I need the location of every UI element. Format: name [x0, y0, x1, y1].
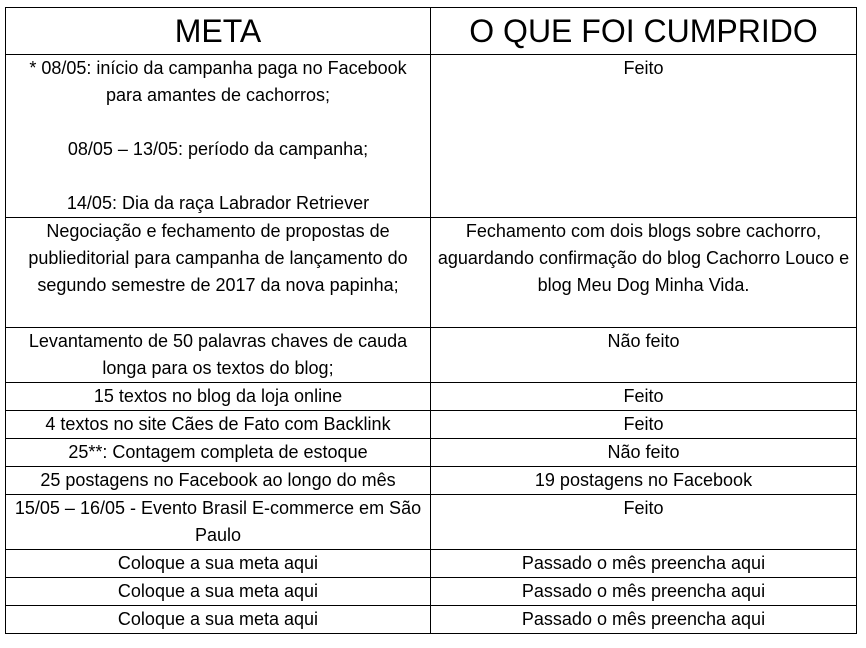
table-row — [6, 550, 857, 578]
meta-cell — [6, 328, 431, 383]
table-row — [6, 55, 857, 218]
meta-text: Coloque a sua meta aqui — [117, 609, 319, 629]
meta-cell — [6, 467, 431, 495]
table-row — [6, 578, 857, 606]
meta-text: Coloque a sua meta aqui — [117, 581, 319, 601]
goals-table — [5, 7, 857, 634]
cumprido-column-header: O QUE FOI CUMPRIDO — [431, 8, 857, 55]
cumprido-cell: Passado o mês preencha aqui — [431, 550, 857, 578]
cumprido-cell: Passado o mês preencha aqui — [431, 578, 857, 606]
table-row — [6, 495, 857, 550]
cumprido-cell: Feito — [431, 411, 857, 439]
cumprido-cell: Não feito — [431, 328, 857, 383]
meta-text: Coloque a sua meta aqui — [117, 553, 319, 573]
table-row — [6, 606, 857, 634]
meta-text: 25 postagens no Facebook ao longo do mês — [40, 470, 396, 490]
meta-text: 08/05 – 13/05: período da campanha; — [67, 139, 369, 159]
meta-text: 15 textos no blog da loja online — [93, 386, 343, 406]
table-row — [6, 383, 857, 411]
meta-cell — [6, 550, 431, 578]
table-row — [6, 411, 857, 439]
meta-text: 15/05 – 16/05 - Evento Brasil E-commerce em São Paulo — [14, 498, 422, 545]
header-row — [6, 8, 857, 55]
meta-cell — [6, 55, 431, 218]
meta-text: * 08/05: início da campanha paga no Facebook para amantes de cachorros; — [29, 58, 407, 105]
cumprido-cell: Passado o mês preencha aqui — [431, 606, 857, 634]
meta-cell — [6, 439, 431, 467]
cumprido-cell: Feito — [431, 383, 857, 411]
cumprido-cell: Não feito — [431, 439, 857, 467]
cumprido-cell: 19 postagens no Facebook — [431, 467, 857, 495]
table-row — [6, 328, 857, 383]
meta-text: Negociação e fechamento de propostas de publieditorial para campanha de lançamento do segundo semestre de 2017 da nova papinha; — [28, 221, 408, 295]
cumprido-cell: Feito — [431, 55, 857, 218]
table-row — [6, 218, 857, 328]
meta-text: 14/05: Dia da raça Labrador Retriever — [66, 193, 370, 213]
meta-text: 4 textos no site Cães de Fato com Backlink — [45, 414, 391, 434]
table-row — [6, 467, 857, 495]
meta-text: Levantamento de 50 palavras chaves de cauda longa para os textos do blog; — [28, 331, 408, 378]
meta-cell — [6, 495, 431, 550]
meta-cell — [6, 218, 431, 328]
meta-text: 25**: Contagem completa de estoque — [68, 442, 368, 462]
meta-cell — [6, 383, 431, 411]
cumprido-cell: Feito — [431, 495, 857, 550]
table-row — [6, 439, 857, 467]
meta-cell — [6, 606, 431, 634]
meta-column-header: META — [6, 8, 431, 55]
cumprido-cell: Fechamento com dois blogs sobre cachorro, aguardando confirmação do blog Cachorro Louco e blog Meu Dog Minha Vida. — [431, 218, 857, 328]
meta-cell — [6, 411, 431, 439]
meta-cell — [6, 578, 431, 606]
